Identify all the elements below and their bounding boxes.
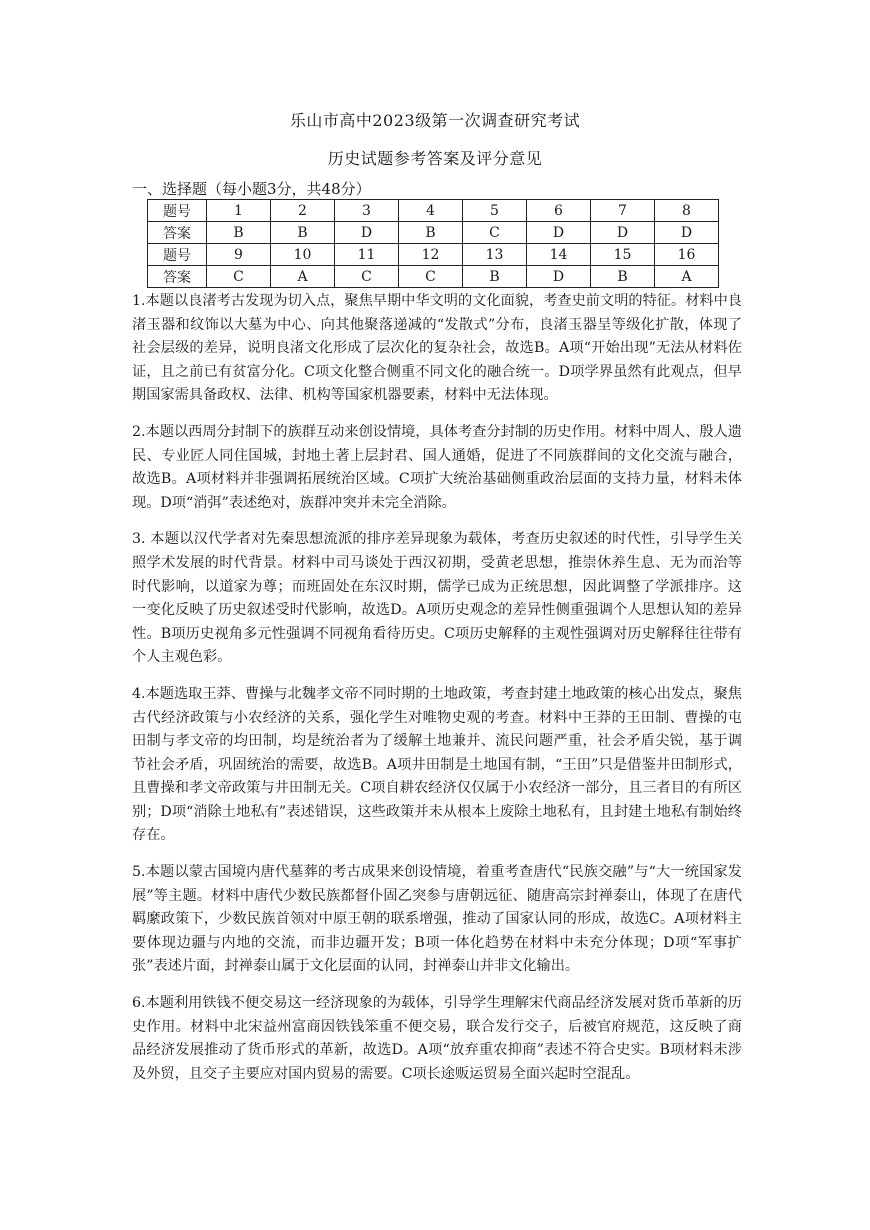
table-cell: B bbox=[591, 266, 655, 288]
explanation-paragraph: 2.本题以西周分封制下的族群互动来创设情境，具体考查分封制的历史作用。材料中周人、殷人遗民、专业匠人同住国城，封地土著上层封君、国人通婚，促进了不同族群间的文化交流与融合，故选B。A项材料并非强调拓展统治区域。C项扩大统治基础侧重政治层面的支持力量，材料未体现。D项“消弭”表述绝对，族群冲突并未完全消除。 bbox=[132, 423, 742, 511]
table-cell: 11 bbox=[335, 244, 399, 266]
table-cell: C bbox=[399, 266, 463, 288]
table-cell: 12 bbox=[399, 244, 463, 266]
table-cell: 15 bbox=[591, 244, 655, 266]
table-cell: B bbox=[463, 266, 527, 288]
row-header-cell: 答案 bbox=[148, 222, 207, 244]
table-cell: B bbox=[271, 222, 335, 244]
row-header-cell: 答案 bbox=[148, 266, 207, 288]
table-cell: 9 bbox=[207, 244, 271, 266]
table-cell: 3 bbox=[335, 200, 399, 222]
explanation-paragraph: 3. 本题以汉代学者对先秦思想流派的排序差异现象为载体，考查历史叙述的时代性，引导学生关照学术发展的时代背景。材料中司马谈处于西汉初期，受黄老思想，推崇休养生息、无为而治等时代影响，以道家为尊；而班固处在东汉时期，儒学已成为正统思想，因此调整了学派排序。这一变化反映了历史叙述受时代影响，故选D。A项历史观念的差异性侧重强调个人思想认知的差异性。B项历史视角多元性强调不同视角看待历史。C项历史解释的主观性强调对历史解释往往带有个人主观色彩。 bbox=[132, 531, 742, 666]
table-cell: 1 bbox=[207, 200, 271, 222]
table-row bbox=[148, 244, 719, 266]
table-cell: 10 bbox=[271, 244, 335, 266]
table-cell: B bbox=[399, 222, 463, 244]
table-cell: 5 bbox=[463, 200, 527, 222]
table-cell: 14 bbox=[527, 244, 591, 266]
table-cell: D bbox=[527, 222, 591, 244]
table-cell: 4 bbox=[399, 200, 463, 222]
table-cell: 2 bbox=[271, 200, 335, 222]
explanation-paragraph: 4.本题选取王莽、曹操与北魏孝文帝不同时期的土地政策，考查封建土地政策的核心出发点，聚焦古代经济政策与小农经济的关系，强化学生对唯物史观的考查。材料中王莽的王田制、曹操的屯田制与孝文帝的均田制，均是统治者为了缓解土地兼并、流民问题严重，社会矛盾尖锐，基于调节社会矛盾，巩固统治的需要，故选B。A项井田制是土地国有制，“王田”只是借鉴井田制形式，且曹操和孝文帝政策与井田制无关。C项自耕农经济仅仅属于小农经济一部分，且三者目的有所区别；D项“消除土地私有”表述错误，这些政策并未从根本上废除土地私有，且封建土地私有制始终存在。 bbox=[132, 685, 742, 844]
row-header-cell: 题号 bbox=[148, 200, 207, 222]
table-cell: 16 bbox=[655, 244, 719, 266]
table-cell: 8 bbox=[655, 200, 719, 222]
table-cell: D bbox=[591, 222, 655, 244]
section-heading: 一、选择题（每小题3分，共48分） bbox=[132, 180, 371, 198]
table-cell: C bbox=[463, 222, 527, 244]
table-cell: 13 bbox=[463, 244, 527, 266]
table-row bbox=[148, 266, 719, 288]
table-cell: D bbox=[335, 222, 399, 244]
answer-table bbox=[147, 199, 719, 288]
explanation-paragraph: 5.本题以蒙古国境内唐代墓葬的考古成果来创设情境，着重考查唐代“民族交融”与“大一统国家发展”等主题。材料中唐代少数民族都督仆固乙突参与唐朝远征、随唐高宗封禅泰山，体现了在唐代羁縻政策下，少数民族首领对中原王朝的联系增强，推动了国家认同的形成，故选C。A项材料主要体现边疆与内地的交流，而非边疆开发；B项一体化趋势在材料中未充分体现；D项“军事扩张”表述片面，封禅泰山属于文化层面的认同，封禅泰山并非文化输出。 bbox=[132, 864, 742, 975]
explanation-paragraph: 6.本题利用铁钱不便交易这一经济现象的为载体，引导学生理解宋代商品经济发展对货币革新的历史作用。材料中北宋益州富商因铁钱笨重不便交易，联合发行交子，后被官府规范，这反映了商品经济发展推动了货币形式的革新，故选D。A项“放弃重农抑商”表述不符合史实。B项材料未涉及外贸，且交子主要应对国内贸易的需要。C项长途贩运贸易全面兴起时空混乱。 bbox=[132, 995, 742, 1082]
table-cell: 7 bbox=[591, 200, 655, 222]
table-cell: 6 bbox=[527, 200, 591, 222]
explanations bbox=[132, 290, 742, 1099]
document-title: 乐山市高中2023级第一次调查研究考试 bbox=[289, 111, 581, 130]
table-cell: C bbox=[207, 266, 271, 288]
table-cell: A bbox=[271, 266, 335, 288]
row-header-cell: 题号 bbox=[148, 244, 207, 266]
table-row bbox=[148, 222, 719, 244]
document-subtitle: 历史试题参考答案及评分意见 bbox=[327, 149, 543, 168]
table-cell: D bbox=[527, 266, 591, 288]
table-cell: B bbox=[207, 222, 271, 244]
table-cell: D bbox=[655, 222, 719, 244]
table-cell: A bbox=[655, 266, 719, 288]
table-cell: C bbox=[335, 266, 399, 288]
table-row bbox=[148, 200, 719, 222]
explanation-paragraph: 1.本题以良渚考古发现为切入点，聚焦早期中华文明的文化面貌，考查史前文明的特征。材料中良渚玉器和纹饰以大墓为中心、向其他聚落递减的“发散式”分布，良渚玉器呈等级化扩散，体现了社会层级的差异，说明良渚文化形成了层次化的复杂社会，故选B。A项“开始出现”无法从材料佐证，且之前已有贫富分化。C项文化整合侧重不同文化的融合统一。D项学界虽然有此观点，但早期国家需具备政权、法律、机构等国家机器要素，材料中无法体现。 bbox=[132, 293, 742, 404]
